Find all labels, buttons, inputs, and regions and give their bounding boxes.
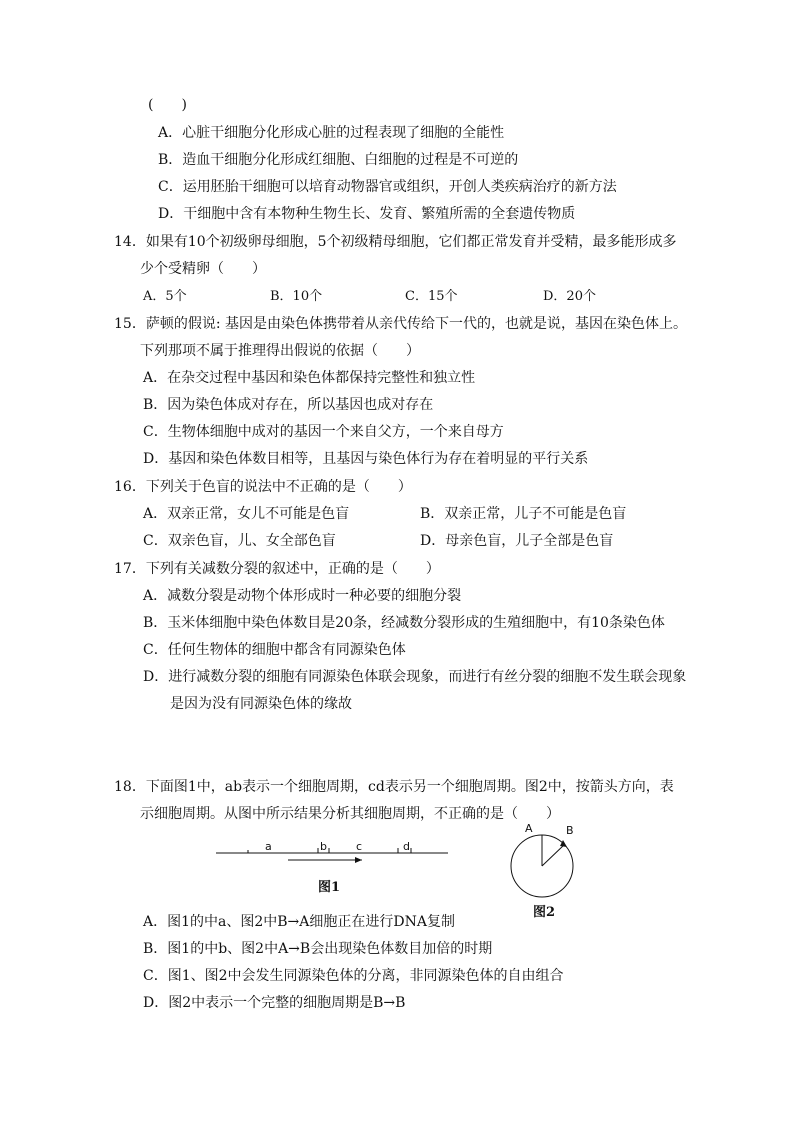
q18-option-b: B．图1的中b、图2中A→B会出现染色体数目加倍的时期 <box>143 941 493 957</box>
q18-option-a: A．图1的中a、图2中B→A细胞正在进行DNA复制 <box>143 914 455 930</box>
q14-option-d: D．20个 <box>543 289 596 304</box>
q16-option-d: D．母亲色盲，儿子全部是色盲 <box>420 533 614 549</box>
q15-stem-line2: 下列那项不属于推理得出假说的依据（ ） <box>140 343 420 359</box>
radius-to-b <box>542 844 565 866</box>
fig2-label-a: A <box>525 822 533 835</box>
q18-stem-line1: 18．下面图1中，ab表示一个细胞周期，cd表示另一个细胞周期。图2中，按箭头方向，表 <box>114 779 674 795</box>
q15-option-d: D．基因和染色体数目相等，且基因与染色体行为存在着明显的平行关系 <box>143 451 589 467</box>
q16-option-a: A．双亲正常，女儿不可能是色盲 <box>143 506 350 522</box>
q14-option-a: A．5个 <box>143 289 187 304</box>
q17-option-d-continued: 是因为没有同源染色体的缘故 <box>170 696 352 712</box>
q17-stem: 17．下列有关减数分裂的叙述中，正确的是（ ） <box>114 561 440 577</box>
q14-option-c: C．15个 <box>405 289 458 304</box>
q14-option-b: B．10个 <box>270 289 323 304</box>
q15-option-b: B．因为染色体成对存在，所以基因也成对存在 <box>143 397 434 413</box>
q18-option-c: C．图1、图2中会发生同源染色体的分离，非同源染色体的自由组合 <box>143 968 564 984</box>
q15-option-c: C．生物体细胞中成对的基因一个来自父方，一个来自母方 <box>143 424 504 440</box>
q17-option-b: B．玉米体细胞中染色体数目是20条，经减数分裂形成的生殖细胞中，有10条染色体 <box>143 615 665 631</box>
q17-option-a: A．减数分裂是动物个体形成时一种必要的细胞分裂 <box>143 588 462 604</box>
q16-option-b: B．双亲正常，儿子不可能是色盲 <box>420 506 627 522</box>
q13-option-a: A．心脏干细胞分化形成心脏的过程表现了细胞的全能性 <box>158 125 505 141</box>
q18-stem-line2: 示细胞周期。从图中所示结果分析其细胞周期，不正确的是（ ） <box>140 806 560 822</box>
q14-stem-line2: 少个受精卵（ ） <box>140 261 266 277</box>
q18-option-d: D．图2中表示一个完整的细胞周期是B→B <box>143 995 406 1011</box>
figure-1-cell-cycle-line <box>214 838 450 868</box>
figure-2-cell-cycle-circle <box>504 826 584 902</box>
q15-option-a: A．在杂交过程中基因和染色体都保持完整性和独立性 <box>143 370 476 386</box>
q13-stem-tail: ( ) <box>148 97 187 113</box>
q14-stem-line1: 14．如果有10个初级卵母细胞，5个初级精母细胞，它们都正常发育并受精，最多能形成多 <box>114 234 677 250</box>
q16-stem: 16．下列关于色盲的说法中不正确的是（ ） <box>114 479 412 495</box>
q17-option-c: C．任何生物体的细胞中都含有同源染色体 <box>143 642 406 658</box>
q13-option-d: D．干细胞中含有本物种生物生长、发育、繁殖所需的全套遗传物质 <box>158 206 576 222</box>
fig1-label-d: d <box>403 840 410 853</box>
q15-stem-line1: 15．萨顿的假说: 基因是由染色体携带着从亲代传给下一代的，也就是说，基因在染色体上。 <box>114 316 687 332</box>
direction-arrow-head <box>355 857 362 863</box>
q16-option-c: C．双亲色盲，儿、女全部色盲 <box>143 533 336 549</box>
q13-option-c: C．运用胚胎干细胞可以培育动物器官或组织，开创人类疾病治疗的新方法 <box>158 179 617 195</box>
fig1-label-a: a <box>265 840 272 853</box>
fig1-label-b: b <box>320 840 327 853</box>
figure-2-caption: 图2 <box>533 905 556 920</box>
q17-option-d: D．进行减数分裂的细胞有同源染色体联会现象，而进行有丝分裂的细胞不发生联会现象 <box>143 669 687 685</box>
q13-option-b: B．造血干细胞分化形成红细胞、白细胞的过程是不可逆的 <box>158 152 519 168</box>
fig2-label-b: B <box>566 824 574 837</box>
figure-1-caption: 图1 <box>318 880 341 895</box>
fig1-label-c: c <box>356 840 363 853</box>
